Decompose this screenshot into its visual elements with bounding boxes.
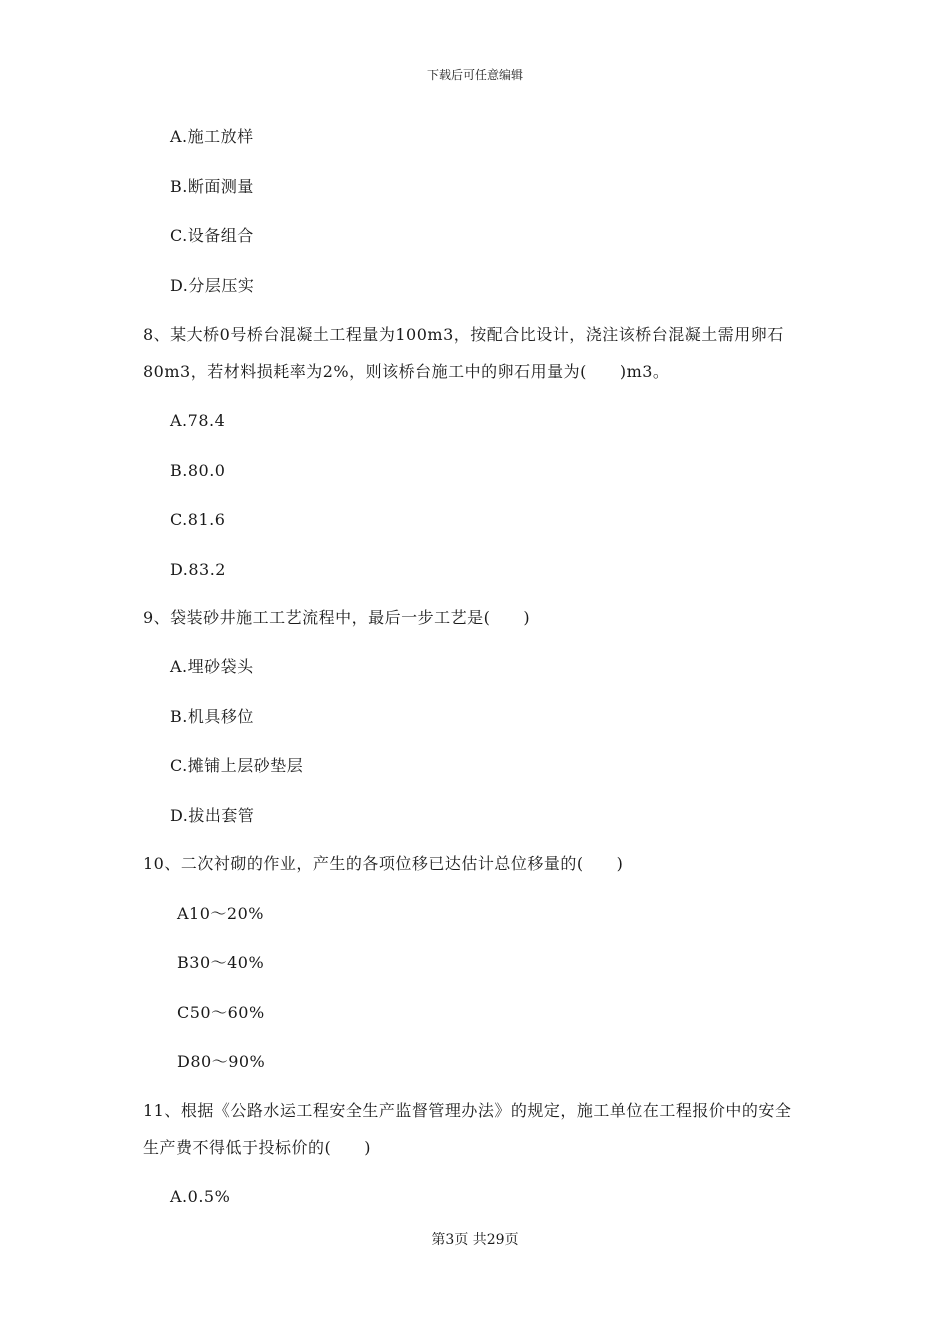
option-9d: D.拔出套管: [170, 806, 255, 825]
option-7d: D.分层压实: [170, 276, 255, 295]
page-footer: 第3页 共29页: [431, 1232, 519, 1248]
option-9b: B.机具移位: [170, 707, 254, 726]
option-8a: A.78.4: [170, 411, 226, 430]
option-7b: B.断面测量: [170, 177, 254, 196]
option-9c: C.摊铺上层砂垫层: [170, 756, 304, 775]
option-10b: B30～40%: [177, 953, 265, 972]
option-7c: C.设备组合: [170, 226, 254, 245]
option-11a: A.0.5%: [170, 1187, 231, 1206]
option-7a: A.施工放样: [170, 127, 254, 146]
option-10a: A10～20%: [177, 904, 264, 923]
question-11-line-2: 生产费不得低于投标价的( ): [143, 1138, 371, 1157]
question-10: 10、二次衬砌的作业，产生的各项位移已达估计总位移量的( ): [143, 854, 624, 873]
option-8c: C.81.6: [170, 510, 226, 529]
option-10d: D80～90%: [177, 1052, 266, 1071]
option-8b: B.80.0: [170, 461, 226, 480]
option-9a: A.埋砂袋头: [170, 657, 254, 676]
question-8-line-2: 80m3，若材料损耗率为2%，则该桥台施工中的卵石用量为( )m3。: [143, 362, 670, 381]
option-8d: D.83.2: [170, 560, 226, 579]
question-9: 9、袋装砂井施工工艺流程中，最后一步工艺是( ): [143, 608, 531, 627]
question-8-line-1: 8、某大桥0号桥台混凝土工程量为100m3，按配合比设计，浇注该桥台混凝土需用卵石: [143, 325, 784, 344]
option-10c: C50～60%: [177, 1003, 265, 1022]
question-11-line-1: 11、根据《公路水运工程安全生产监督管理办法》的规定，施工单位在工程报价中的安全: [143, 1101, 792, 1120]
page-header: 下载后可任意编辑: [426, 68, 523, 82]
